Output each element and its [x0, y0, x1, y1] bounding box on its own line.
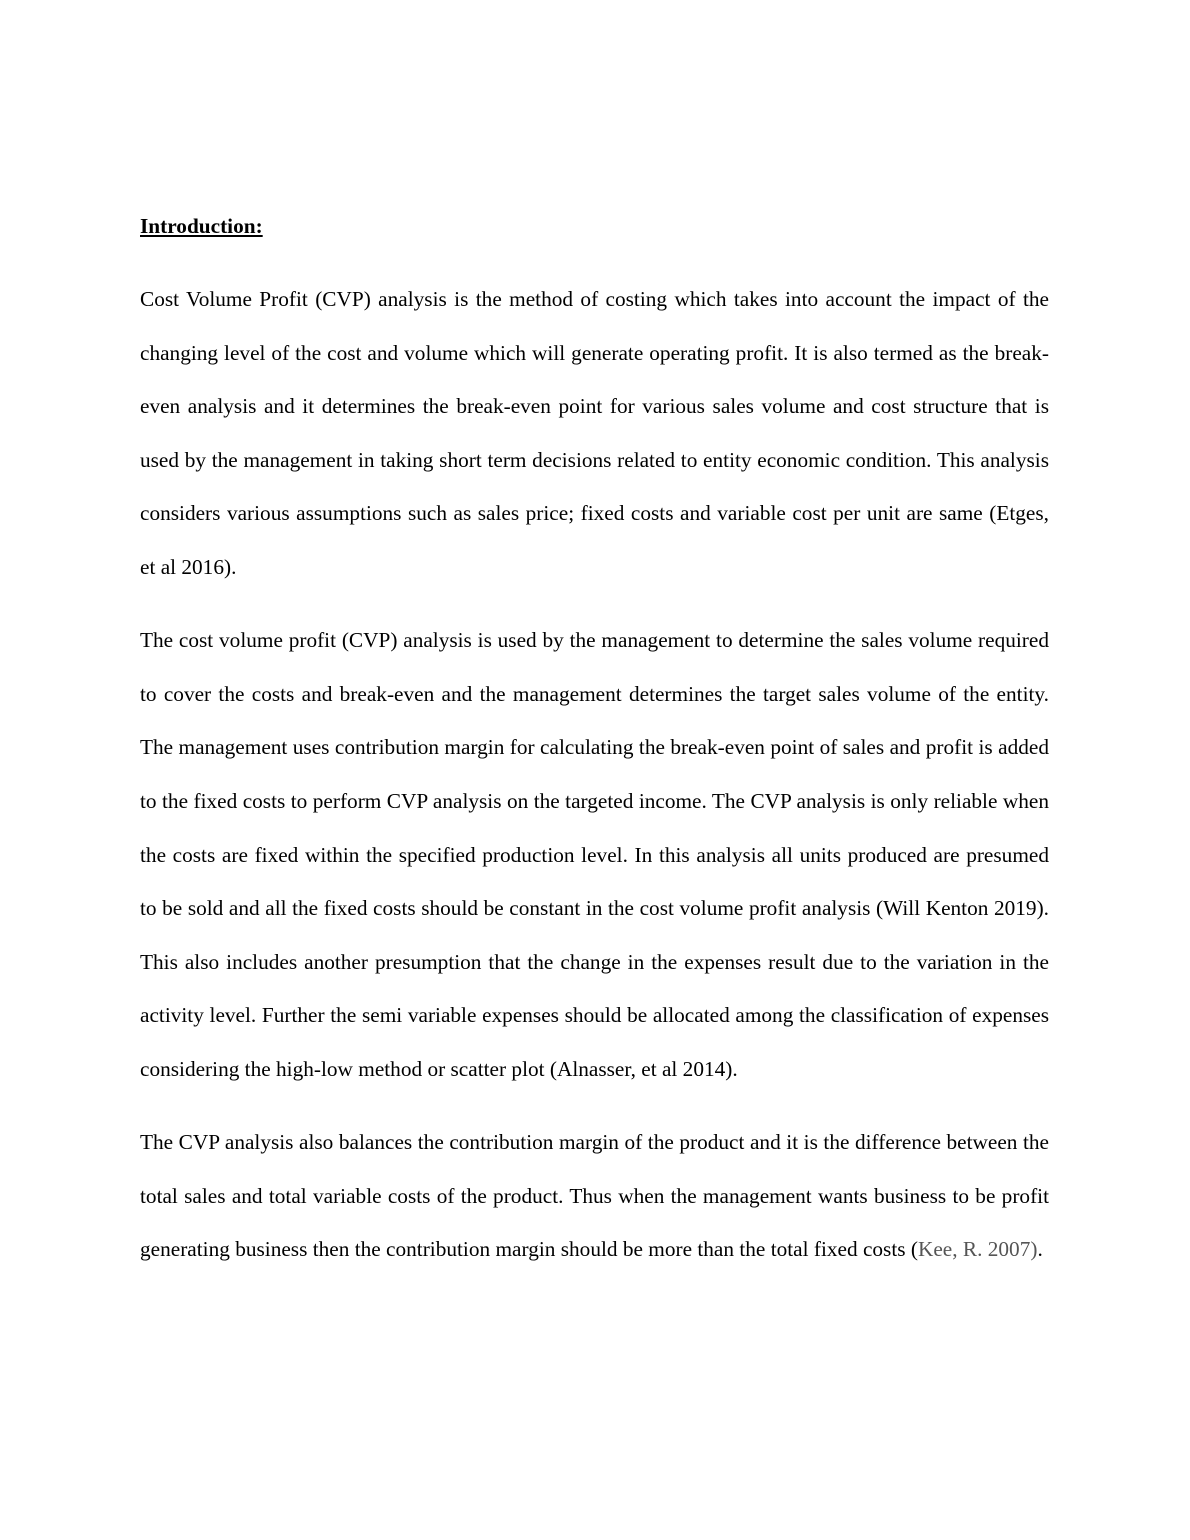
paragraph-3-text: The CVP analysis also balances the contribution margin of the product and it is the difference between the total sales and total variable costs of the product. Thus when the management wants business to be profit generating business then the contribution margin should be more than the total fixed costs (	[140, 1130, 1049, 1262]
paragraph-2: The cost volume profit (CVP) analysis is used by the management to determine the sales volume required to cover the costs and break-even and the management determines the target sales volume of the entity. The management uses contribution margin for calculating the break-even point of sales and profit is added to the fixed costs to perform CVP analysis on the targeted income. The CVP analysis is only reliable when the costs are fixed within the specified production level. In this analysis all units produced are presumed to be sold and all the fixed costs should be constant in the cost volume profit analysis (Will Kenton 2019). This also includes another presumption that the change in the expenses result due to the variation in the activity level. Further the semi variable expenses should be allocated among the classification of expenses considering the high-low method or scatter plot (Alnasser, et al 2014).	[140, 628, 1049, 1081]
document-page	[140, 200, 1049, 1296]
paragraph-3	[140, 1116, 1049, 1277]
paragraph-3-end: .	[1037, 1237, 1043, 1262]
citation-kee: Kee, R. 2007)	[917, 1237, 1038, 1262]
section-heading: Introduction:	[140, 214, 263, 238]
paragraph-1: Cost Volume Profit (CVP) analysis is the method of costing which takes into account the impact of the changing level of the cost and volume which will generate operating profit. It is also termed as the break-even analysis and it determines the break-even point for various sales volume and cost structure that is used by the management in taking short term decisions related to entity economic condition. This analysis considers various assumptions such as sales price; fixed costs and variable cost per unit are same (Etges, et al 2016).	[140, 287, 1049, 580]
